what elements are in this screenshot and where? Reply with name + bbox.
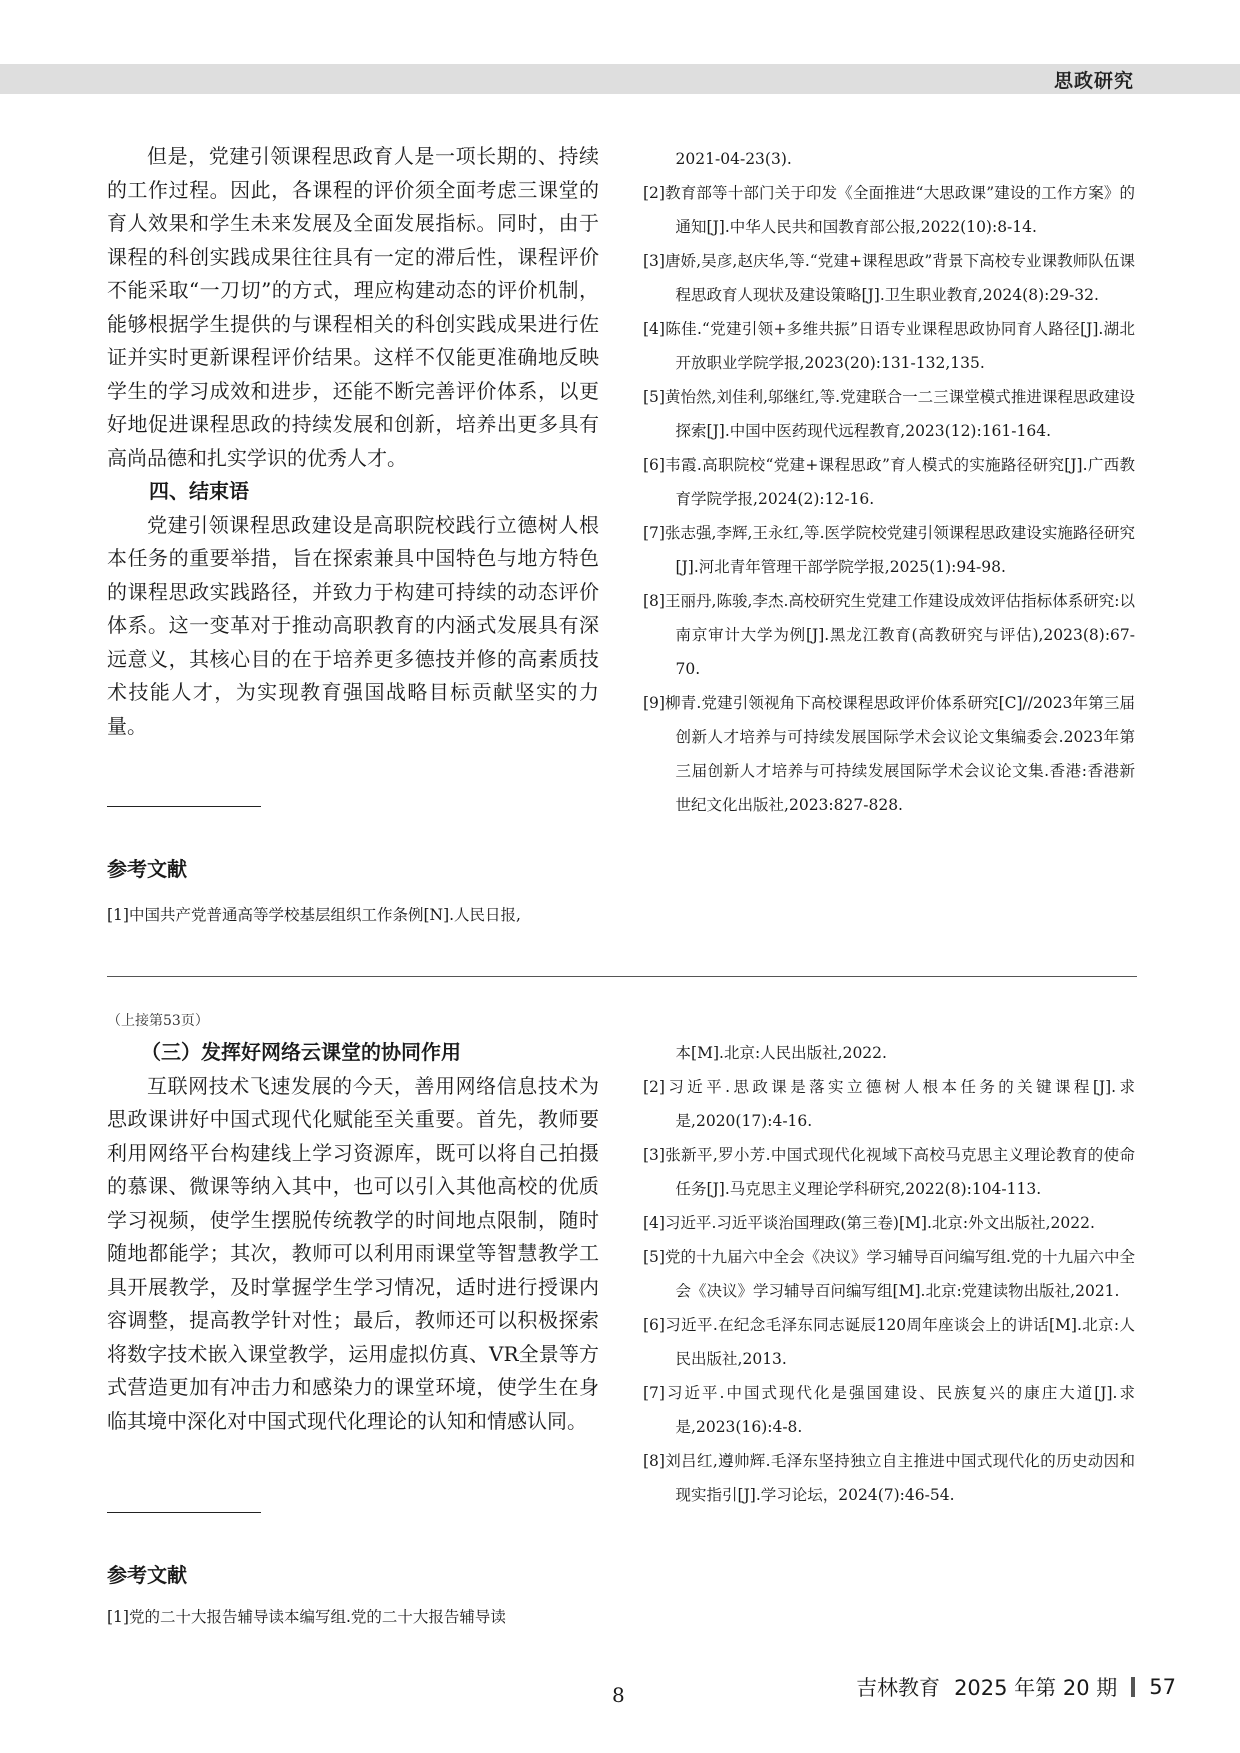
reference-item: [4]习近平.习近平谈治国理政(第三卷)[M].北京:外文出版社,2022. — [643, 1214, 1095, 1232]
section-heading: 四、结束语 — [149, 479, 249, 503]
body-paragraph: 互联网技术飞速发展的今天，善用网络信息技术为思政课讲好中国式现代化赋能至关重要。首先，教师要利用网络平台构建线上学习资源库，既可以将自己拍摄的慕课、微课等纳入其中，也可以引入其他高校的优质学习视频，使学生摆脱传统教学的时间地点限制，随时随地都能学；其次，教师可以利用雨课堂等智慧教学工具开展教学，及时掌握学生学习情况，适时进行授课内容调整，提高教学针对性；最后，教师还可以积极探索将数字技术嵌入课堂教学，运用虚拟仿真、VR全景等方式营造更加有冲击力和感染力的课堂环境，使学生在身临其境中深化对中国式现代化理论的认知和情感认同。 — [107, 1073, 599, 1433]
reference-item: [2]教育部等十部门关于印发《全面推进“大思政课”建设的工作方案》的通知[J].中华人民共和国教育部公报,2022(10):8-14. — [643, 184, 1135, 236]
reference-item: [1]中国共产党普通高等学校基层组织工作条例[N].人民日报, — [107, 906, 521, 924]
continued-from-note: （上接第53页） — [107, 1013, 209, 1029]
reference-item: [2]习近平.思政课是落实立德树人根本任务的关键课程[J].求是,2020(17):4-16. — [643, 1078, 1135, 1130]
reference-item: [9]柳青.党建引领视角下高校课程思政评价体系研究[C]//2023年第三届创新人才培养与可持续发展国际学术会议论文集编委会.2023年第三届创新人才培养与可持续发展国际学术会议论文集.香港:香港新世纪文化出版社,2023:827-828. — [643, 694, 1135, 814]
reference-item: [8]王丽丹,陈骏,李杰.高校研究生党建工作建设成效评估指标体系研究:以南京审计大学为例[J].黑龙江教育(高教研究与评估),2023(8):67-70. — [643, 592, 1135, 678]
article-separator — [107, 976, 1137, 977]
reference-item: [1]党的二十大报告辅导读本编写组.党的二十大报告辅导读 — [107, 1608, 506, 1626]
divider — [107, 806, 261, 807]
top-left-column — [107, 140, 599, 743]
top-right-references — [643, 142, 1135, 822]
reference-item: [3]唐娇,吴彦,赵庆华,等.“党建+课程思政”背景下高校专业课教师队伍课程思政育人现状及建设策略[J].卫生职业教育,2024(8):29-32. — [643, 252, 1135, 304]
section-title: 思政研究 — [1053, 70, 1134, 92]
journal-name: 吉林教育 — [856, 1676, 941, 1700]
reference-item: [7]张志强,李辉,王永红,等.医学院校党建引领课程思政建设实施路径研究[J].河北青年管理干部学院学报,2025(1):94-98. — [643, 524, 1135, 576]
body-paragraph: 党建引领课程思政建设是高职院校践行立德树人根本任务的重要举措，旨在探索兼具中国特色与地方特色的课程思政实践路径，并致力于构建可持续的动态评价体系。这一变革对于推动高职教育的内涵式发展具有深远意义，其核心目的在于培养更多德技并修的高素质技术技能人才，为实现教育强国战略目标贡献坚实的力量。 — [107, 512, 599, 738]
reference-item: [7]习近平.中国式现代化是强国建设、民族复兴的康庄大道[J].求是,2023(16):4-8. — [643, 1384, 1135, 1436]
reference-item: [3]张新平,罗小芳.中国式现代化视域下高校马克思主义理论教育的使命任务[J].马克思主义理论学科研究,2022(8):104-113. — [643, 1146, 1135, 1198]
references-title: 参考文献 — [107, 857, 187, 881]
reference-item: [8]刘吕红,遵帅辉.毛泽东坚持独立自主推进中国式现代化的历史动因和现实指引[J].学习论坛，2024(7):46-54. — [643, 1452, 1135, 1504]
reference-list — [107, 1600, 599, 1634]
reference-item: [6]韦霞.高职院校“党建+课程思政”育人模式的实施路径研究[J].广西教育学院学报,2024(2):12-16. — [643, 456, 1135, 508]
footer-separator — [1131, 1677, 1135, 1697]
bottom-left-column — [107, 1036, 599, 1438]
divider — [107, 1512, 261, 1513]
reference-item: [5]黄怡然,刘佳利,邬继红,等.党建联合一二三课堂模式推进课程思政建设探索[J].中国中医药现代远程教育,2023(12):161-164. — [643, 388, 1135, 440]
issue-label: 2025 年第 20 期 — [954, 1676, 1118, 1700]
page-number: 57 — [1149, 1675, 1176, 1699]
section-heading: （三）发挥好网络云课堂的协同作用 — [141, 1040, 461, 1064]
reference-item: [6]习近平.在纪念毛泽东同志诞辰120周年座谈会上的讲话[M].北京:人民出版社,2013. — [643, 1316, 1135, 1368]
body-paragraph: 但是，党建引领课程思政育人是一项长期的、持续的工作过程。因此，各课程的评价须全面考虑三课堂的育人效果和学生未来发展及全面发展指标。同时，由于课程的科创实践成果往往具有一定的滞后性，课程评价不能采取“一刀切”的方式，理应构建动态的评价机制，能够根据学生提供的与课程相关的科创实践成果进行佐证并实时更新课程评价结果。这样不仅能更准确地反映学生的学习成效和进步，还能不断完善评价体系，以更好地促进课程思政的持续发展和创新，培养出更多具有高尚品德和扎实学识的优秀人才。 — [107, 144, 599, 470]
reference-item: [4]陈佳.“党建引领+多维共振”日语专业课程思政协同育人路径[J].湖北开放职业学院学报,2023(20):131-132,135. — [643, 320, 1135, 372]
inner-page-number: 8 — [612, 1683, 625, 1707]
reference-item-continued: 本[M].北京:人民出版社,2022. — [675, 1044, 887, 1062]
bottom-right-references — [643, 1036, 1135, 1512]
reference-item: [5]党的十九届六中全会《决议》学习辅导百问编写组.党的十九届六中全会《决议》学习辅导百问编写组[M].北京:党建读物出版社,2021. — [643, 1248, 1135, 1300]
reference-item-continued: 2021-04-23(3). — [675, 150, 792, 168]
references-title: 参考文献 — [107, 1563, 187, 1587]
page-footer — [856, 1672, 1176, 1702]
reference-list — [107, 898, 599, 932]
